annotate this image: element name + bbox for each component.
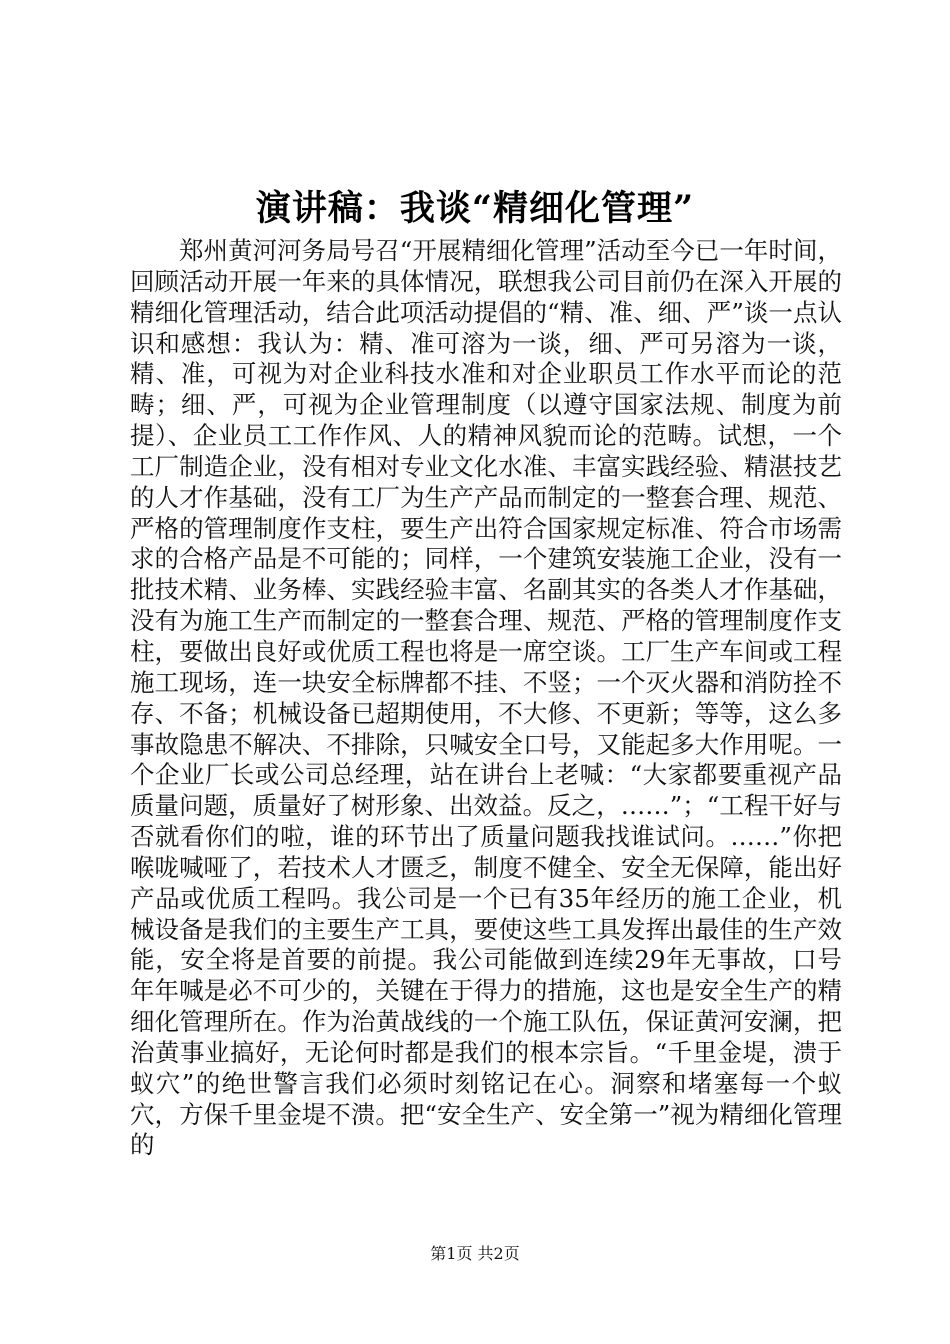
document-title: 演讲稿：我谈“精细化管理” bbox=[255, 188, 695, 229]
document-body-paragraph: 郑州黄河河务局号召“开展精细化管理”活动至今已一年时间，回顾活动开展一年来的具体情况，联想我公司目前仍在深入开展的精细化管理活动，结合此项活动提倡的“精、准、细、严”谈一点认识和感想：我认为：精、准可溶为一谈，细、严可另溶为一谈，精、准，可视为对企业科技水准和对企业职员工作水平而论的范畴；细、严，可视为企业管理制度（以遵守国家法规、制度为前提）、企业员工工作作风、人的精神风貌而论的范畴。试想，一个工厂制造企业，没有相对专业文化水准、丰富实践经验、精湛技艺的人才作基础，没有工厂为生产产品而制定的一整套合理、规范、严格的管理制度作支柱，要生产出符合国家规定标准、符合市场需求的合格产品是不可能的；同样，一个建筑安装施工企业，没有一批技术精、业务棒、实践经验丰富、名副其实的各类人才作基础，没有为施工生产而制定的一整套合理、规范、严格的管理制度作支柱，要做出良好或优质工程也将是一席空谈。工厂生产车间或工程施工现场，连一块安全标牌都不挂、不竖；一个灭火器和消防拴不存、不备；机械设备已超期使用，不大修、不更新；等等，这么多事故隐患不解决、不排除，只喊安全口号，又能起多大作用呢。一个企业厂长或公司总经理，站在讲台上老喊：“大家都要重视产品质量问题，质量好了树形象、出效益。反之，……”；“工程干好与否就看你们的啦，谁的环节出了质量问题我找谁试问。……”你把喉咙喊哑了，若技术人才匮乏，制度不健全、安全无保障，能出好产品或优质工程吗。我公司是一个已有35年经历的施工企业，机械设备是我们的主要生产工具，要使这些工具发挥出最佳的生产效能，安全将是首要的前提。我公司能做到连续29年无事故，口号年年喊是必不可少的，关键在于得力的措施，这也是安全生产的精细化管理所在。作为治黄战线的一个施工队伍，保证黄河安澜，把治黄事业搞好，无论何时都是我们的根本宗旨。“千里金堤，溃于蚁穴”的绝世警言我们必须时刻铭记在心。洞察和堵塞每一个蚁穴，方保千里金堤不溃。把“安全生产、安全第一”视为精细化管理的 bbox=[130, 236, 842, 1160]
page-number-footer: 第1页 共2页 bbox=[430, 1244, 520, 1263]
